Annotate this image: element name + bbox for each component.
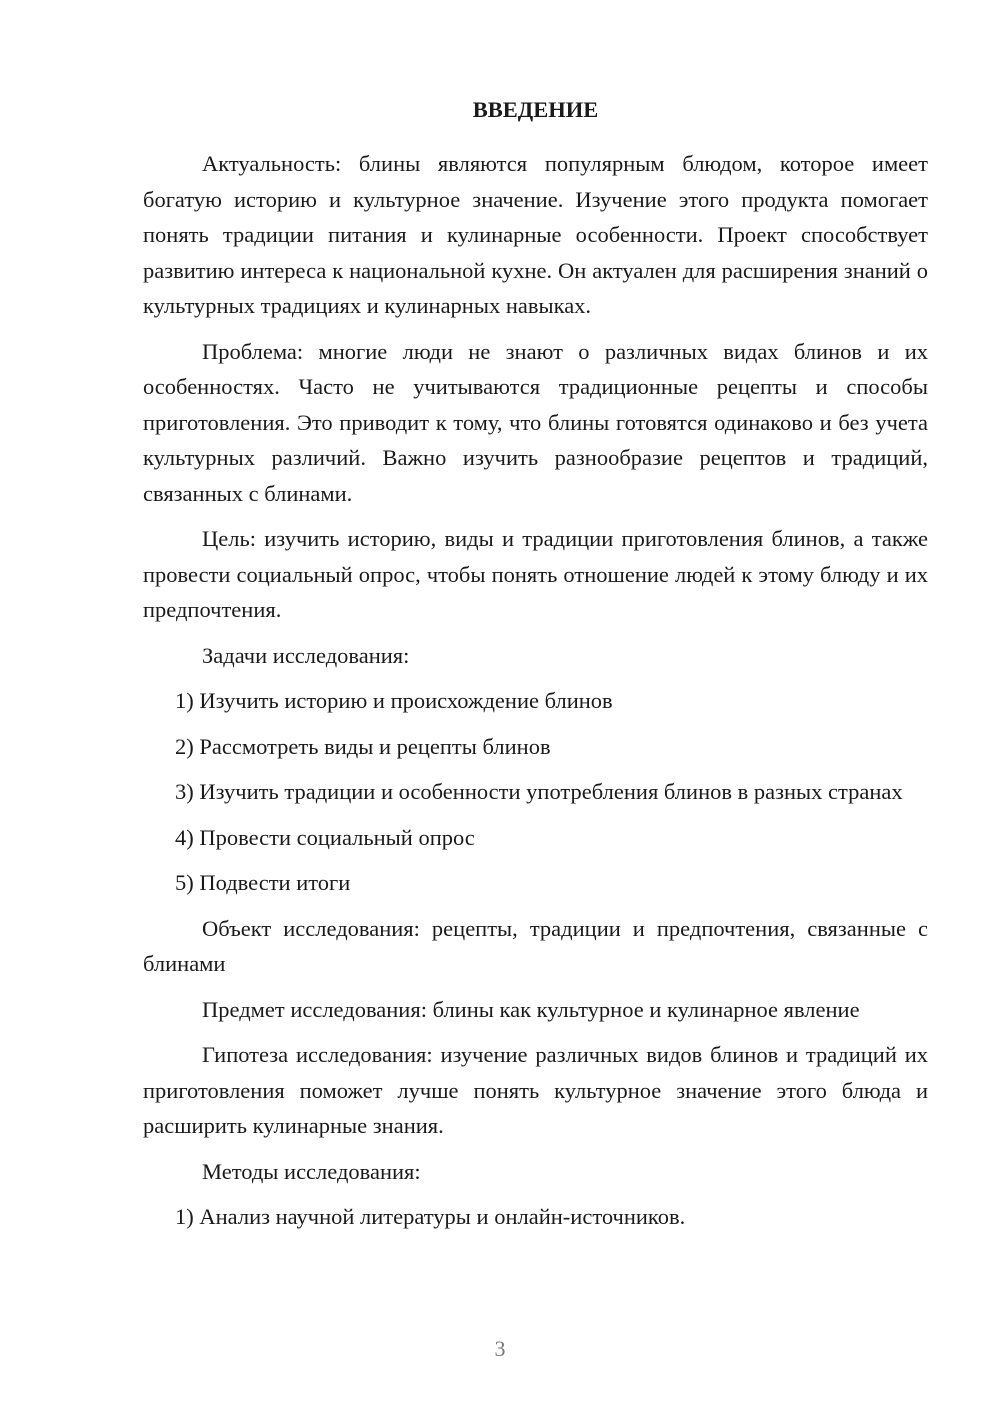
- task-item-1: 1) Изучить историю и происхождение блинов: [175, 688, 613, 713]
- task-item-4: 4) Провести социальный опрос: [175, 824, 475, 850]
- task-item-3: 3) Изучить традиции и особенности употребления блинов в разных странах: [175, 779, 903, 804]
- object-paragraph: Объект исследования: рецепты, традиции и предпочтения, связанные с блинами: [143, 915, 928, 976]
- hypothesis-paragraph: Гипотеза исследования: изучение различных видов блинов и традиций их приготовления поможет лучше понять культурное значение этого блюда и расширить кулинарные знания.: [143, 1042, 928, 1138]
- relevance-paragraph: Актуальность: блины являются популярным блюдом, которое имеет богатую историю и культурное значение. Изучение этого продукта помогает понять традиции питания и кулинарные особенности. Проект способствует развитию интереса к национальной кухне. Он актуален для расширения знаний о культурных традициях и кулинарных навыках.: [143, 151, 928, 318]
- subject-paragraph: Предмет исследования: блины как культурное и кулинарное явление: [202, 996, 860, 1022]
- methods-title: Методы исследования:: [202, 1158, 421, 1184]
- tasks-title: Задачи исследования:: [202, 642, 410, 668]
- task-item-2: 2) Рассмотреть виды и рецепты блинов: [175, 733, 551, 759]
- document-page: [143, 92, 928, 1245]
- section-heading: ВВЕДЕНИЕ: [472, 97, 599, 122]
- method-item-1: 1) Анализ научной литературы и онлайн-источников.: [175, 1204, 686, 1229]
- task-item-5: 5) Подвести итоги: [175, 870, 351, 895]
- page-number: 3: [494, 1336, 506, 1361]
- problem-paragraph: Проблема: многие люди не знают о различных видах блинов и их особенностях. Часто не учитываются традиционные рецепты и способы приготовления. Это приводит к тому, что блины готовятся одинаково и без учета культурных различий. Важно изучить разнообразие рецептов и традиций, связанных с блинами.: [143, 338, 928, 506]
- goal-paragraph: Цель: изучить историю, виды и традиции приготовления блинов, а также провести социальный опрос, чтобы понять отношение людей к этому блюду и их предпочтения.: [143, 526, 928, 622]
